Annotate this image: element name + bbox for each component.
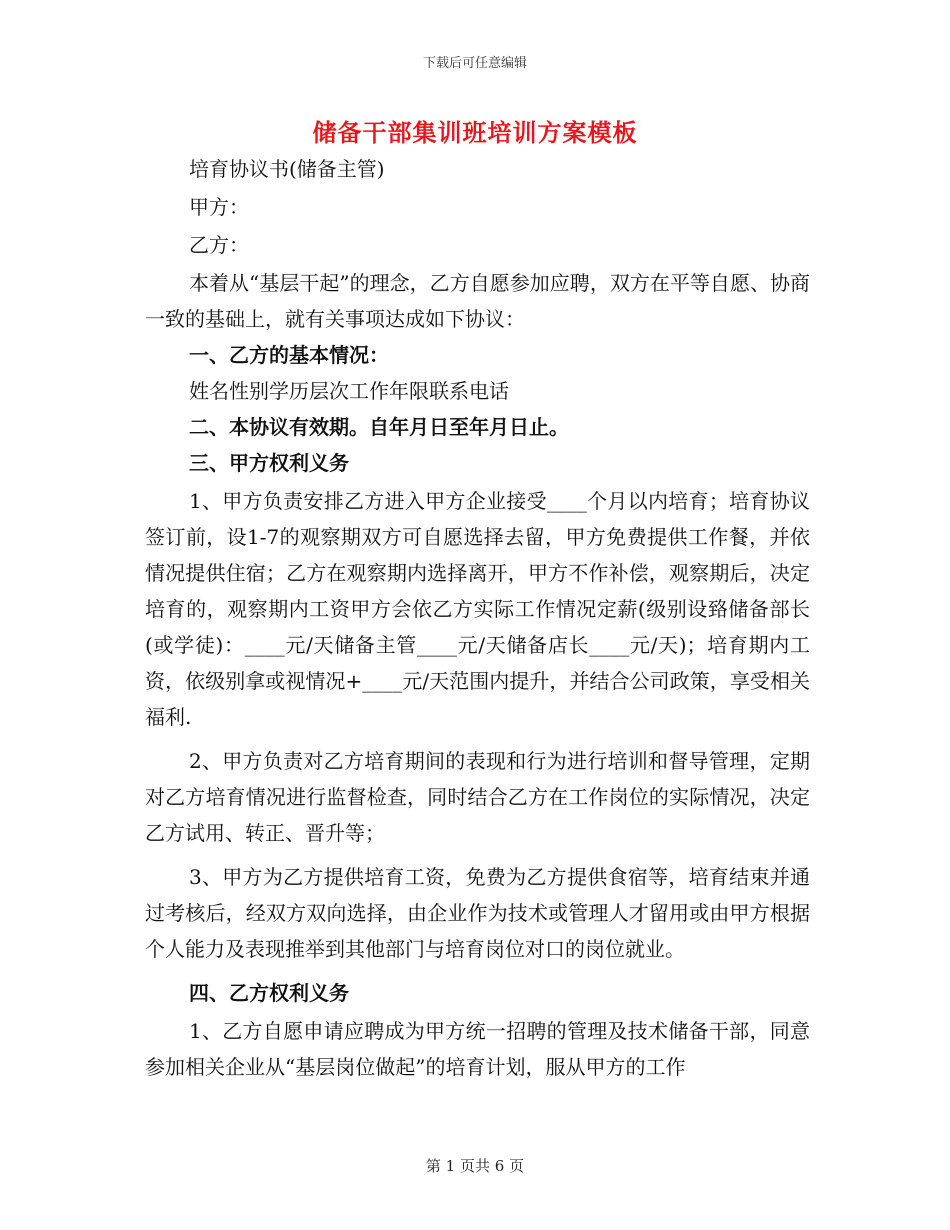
paragraph-party-a-clause-1: 1、甲方负责安排乙方进入甲方企业接受____个月以内培育；培育协议签订前，设1-7的观察期双方可自愿选择去留，甲方免费提供工作餐，并依情况提供住宿；乙方在观察期内选择离开，甲方不作补偿，观察期后，决定培育的，观察期内工资甲方会依乙方实际工作情况定薪(级别设臵储备部长(或学徒)：____元/天储备主管____元/天储备店长____元/天)；培育期内工资，依级别拿或视情况+____元/天范围内提升，并结合公司政策，享受相关福利. [145,489,810,729]
document-title: 储备干部集训班培训方案模板 [312,118,638,147]
section-heading-party-a-rights: 三、甲方权利义务 [189,451,349,475]
paragraph-agreement-heading: 培育协议书(储备主管) [189,157,385,181]
paragraph-party-a-clause-2: 2、甲方负责对乙方培育期间的表现和行为进行培训和督导管理，定期对乙方培育情况进行监督检查，同时结合乙方在工作岗位的实际情况，决定乙方试用、转正、晋升等； [145,749,810,845]
paragraph-preamble: 本着从“基层干起”的理念，乙方自愿参加应聘，双方在平等自愿、协商一致的基础上，就有关事项达成如下协议： [145,271,810,331]
paragraph-party-a-clause-3: 3、甲方为乙方提供培育工资，免费为乙方提供食宿等，培育结束并通过考核后，经双方双向选择，由企业作为技术或管理人才留用或由甲方根据个人能力及表现推举到其他部门与培育岗位对口的岗位就业。 [145,865,810,961]
header-edit-note: 下载后可任意编辑 [422,56,527,71]
paragraph-party-b: 乙方： [189,233,249,257]
section-heading-basic-info: 一、乙方的基本情况： [189,343,389,367]
paragraph-party-b-clause-1: 1、乙方自愿申请应聘成为甲方统一招聘的管理及技术储备干部，同意参加相关企业从“基层岗位做起”的培育计划，服从甲方的工作 [145,1019,810,1079]
paragraph-basic-info-fields: 姓名性别学历层次工作年限联系电话 [189,379,509,403]
page-number-footer: 第 1 页共 6 页 [425,1157,525,1175]
section-heading-validity: 二、本协议有效期。自年月日至年月日止。 [189,415,569,439]
section-heading-party-b-rights: 四、乙方权利义务 [189,981,349,1005]
document-body [145,151,810,1085]
paragraph-party-a: 甲方： [189,195,249,219]
